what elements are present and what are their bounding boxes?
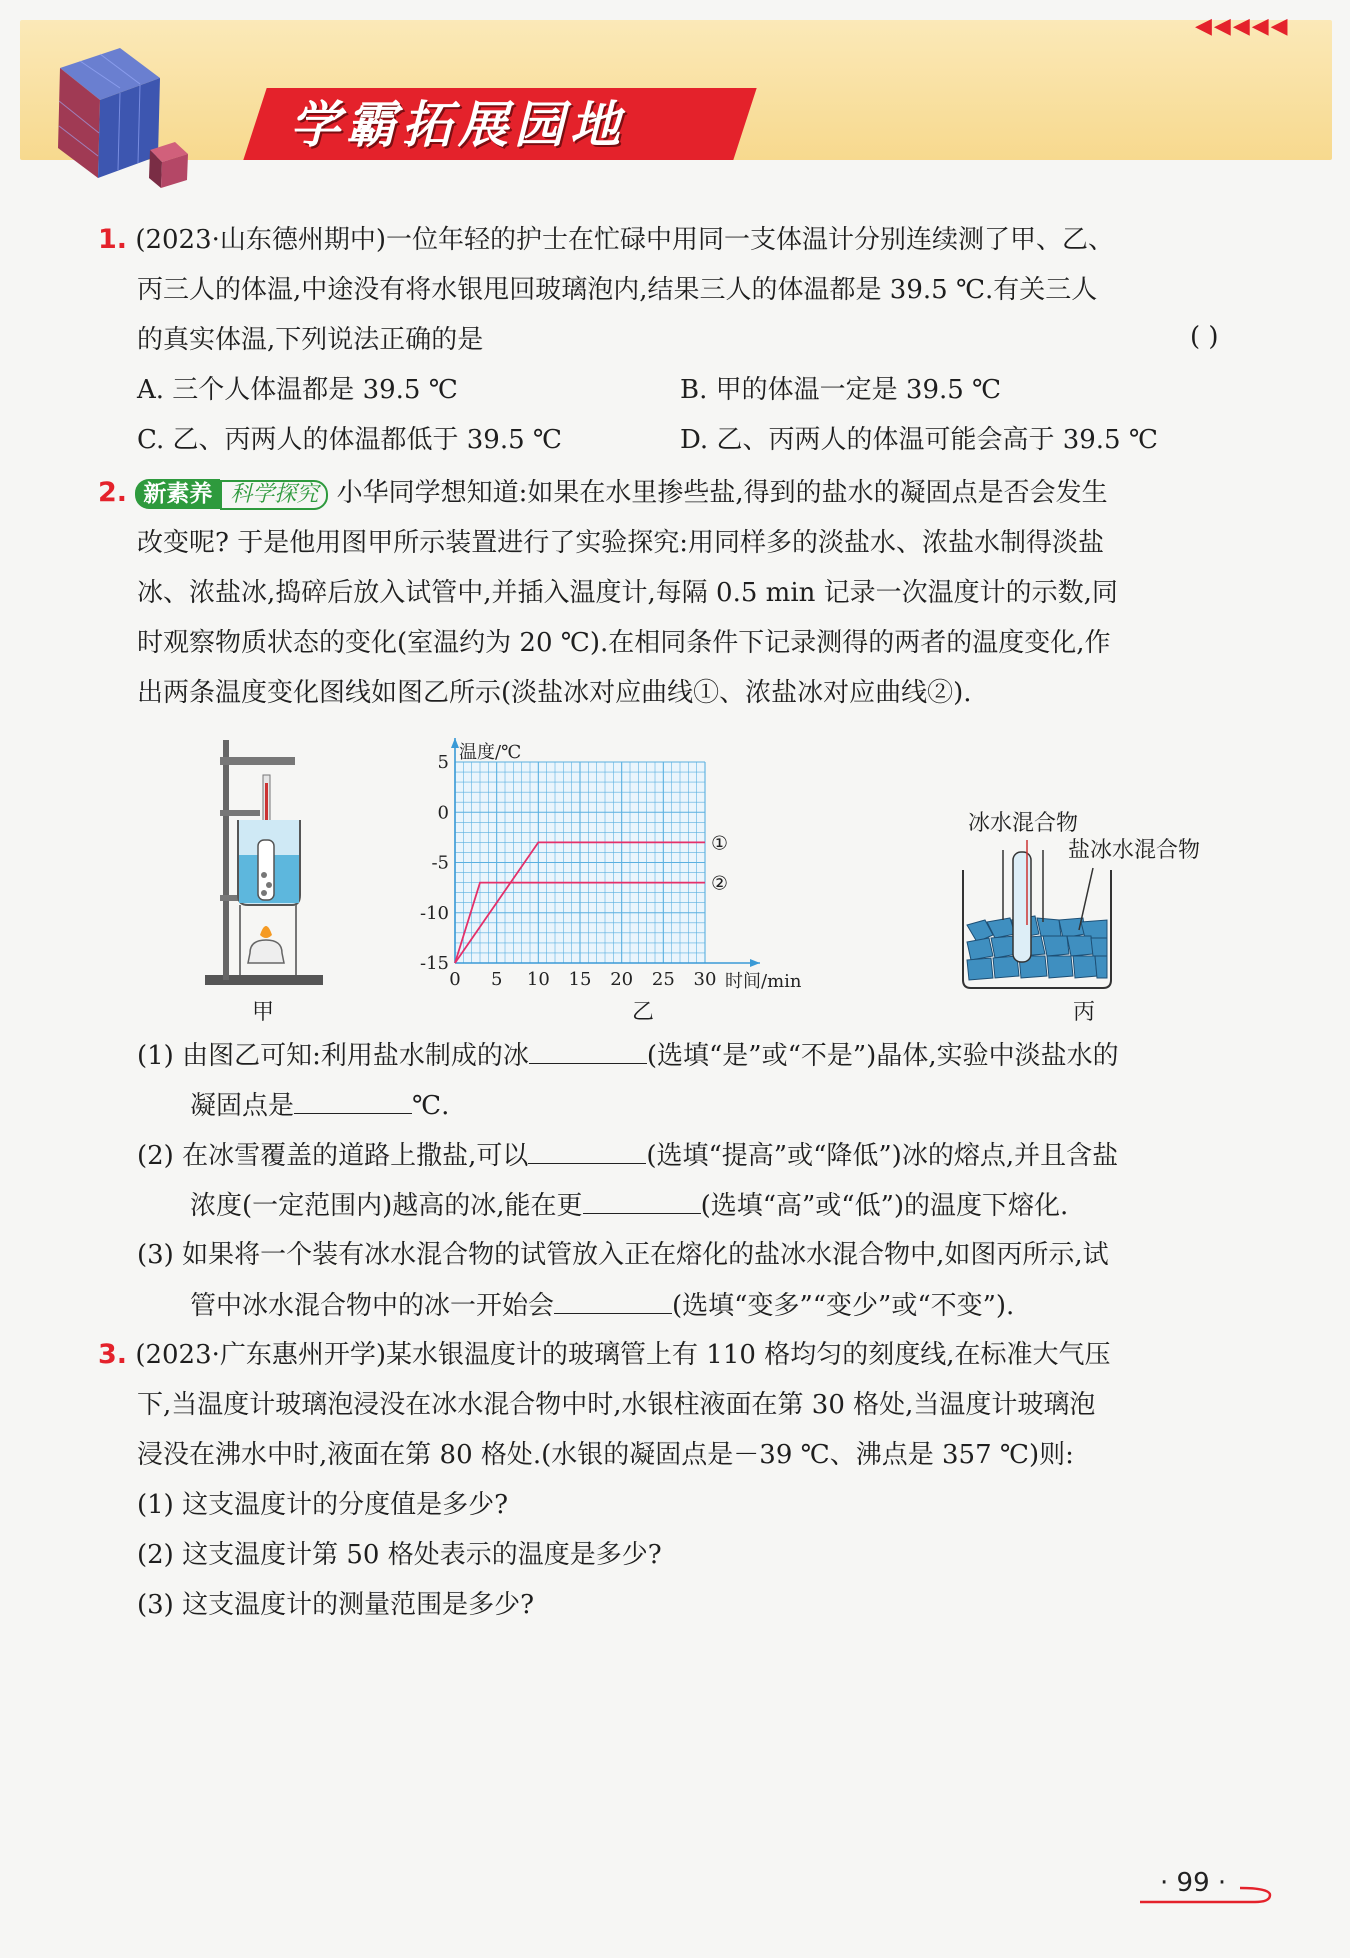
tag-science-inquiry: 科学探究	[220, 480, 328, 510]
option-b: B. 甲的体温一定是 39.5 ℃	[680, 375, 1002, 405]
answer-blank-3[interactable]	[528, 1137, 646, 1164]
x-tick-label: 10	[526, 969, 550, 990]
decorative-arrows-icon: ◀◀◀◀◀	[1195, 14, 1290, 39]
question-3-sub-2: (2) 这支温度计第 50 格处表示的温度是多少?	[137, 1540, 662, 1570]
cube-icon	[40, 38, 190, 188]
label-salt-ice-water-mixture: 盐冰水混合物	[1068, 838, 1201, 863]
question-2-line-3: 冰、浓盐冰,捣碎后放入试管中,并插入温度计,每隔 0.5 min 记录一次温度计的示数,同	[137, 578, 1118, 608]
option-a: A. 三个人体温都是 39.5 ℃	[137, 375, 458, 405]
question-2-line-4: 时观察物质状态的变化(室温约为 20 ℃).在相同条件下记录测得的两者的温度变化,作	[137, 628, 1111, 658]
x-tick-label: 30	[693, 969, 717, 990]
answer-blank-5[interactable]	[554, 1287, 672, 1314]
page-title: 学霸拓展园地	[290, 96, 626, 154]
question-3-line-3: 浸没在沸水中时,液面在第 80 格处.(水银的凝固点是－39 ℃、沸点是 357 ℃)则:	[137, 1440, 1074, 1470]
option-c: C. 乙、丙两人的体温都低于 39.5 ℃	[137, 425, 563, 455]
question-1-line-3: 的真实体温,下列说法正确的是	[137, 325, 484, 355]
y-tick-label: 5	[437, 752, 449, 773]
label-ice-water-mixture: 冰水混合物	[968, 811, 1079, 836]
q2-sub2-line2: 浓度(一定范围内)越高的冰,能在更 (选填“高”或“低”)的温度下熔化.	[190, 1187, 1068, 1224]
question-1-line-1: 1. (2023·山东德州期中)一位年轻的护士在忙碌中用同一支体温计分别连续测了甲、乙、	[98, 224, 1115, 255]
temperature-chart	[405, 730, 885, 995]
figure-label-yi: 乙	[632, 1000, 655, 1025]
question-1-number: 1.	[98, 224, 128, 255]
question-2-line-2: 改变呢? 于是他用图甲所示装置进行了实验探究:用同样多的淡盐水、浓盐水制得淡盐	[137, 528, 1104, 558]
series-label-2: ②	[711, 872, 729, 895]
question-3-number: 3.	[98, 1339, 128, 1370]
figure-label-jia: 甲	[252, 1000, 275, 1025]
question-2-line-1: 2. 新素养 科学探究 小华同学想知道:如果在水里掺些盐,得到的盐水的凝固点是否会发生	[98, 477, 1108, 508]
q2-sub2-line1: (2) 在冰雪覆盖的道路上撒盐,可以 (选填“提高”或“降低”)冰的熔点,并且含盐	[137, 1137, 1118, 1174]
q2-sub1-line2: 凝固点是 ℃.	[190, 1087, 449, 1124]
page-number: · 99 ·	[1160, 1868, 1227, 1898]
answer-parentheses: ( )	[1190, 322, 1219, 352]
chart-grid	[455, 762, 705, 963]
x-tick-label: 15	[568, 969, 592, 990]
y-tick-label: -15	[420, 953, 449, 974]
apparatus-figure	[200, 735, 330, 990]
answer-blank-2[interactable]	[294, 1087, 412, 1114]
x-axis-arrow-icon	[750, 959, 760, 967]
question-3-sub-3: (3) 这支温度计的测量范围是多少?	[137, 1590, 535, 1620]
answer-blank-1[interactable]	[529, 1037, 647, 1064]
x-tick-label: 20	[610, 969, 634, 990]
x-tick-label: 25	[651, 969, 675, 990]
x-tick-label: 0	[449, 969, 461, 990]
question-2-number: 2.	[98, 477, 128, 508]
question-3-line-1: 3. (2023·广东惠州开学)某水银温度计的玻璃管上有 110 格均匀的刻度线,在标准大气压	[98, 1339, 1111, 1370]
question-3-sub-1: (1) 这支温度计的分度值是多少?	[137, 1490, 509, 1520]
q2-sub3-line2: 管中冰水混合物中的冰一开始会 (选填“变多”“变少”或“不变”).	[190, 1287, 1014, 1324]
series-label-1: ①	[711, 832, 729, 855]
tag-new-literacy: 新素养	[135, 479, 220, 509]
x-axis-label: 时间/min	[725, 971, 802, 992]
option-d: D. 乙、丙两人的体温可能会高于 39.5 ℃	[680, 425, 1158, 455]
y-tick-label: 0	[437, 802, 449, 824]
q2-sub1-line1: (1) 由图乙可知:利用盐水制成的冰 (选填“是”或“不是”)晶体,实验中淡盐水的	[137, 1037, 1119, 1074]
y-axis-label: 温度/℃	[459, 742, 522, 763]
page-number-decoration-icon	[1140, 1880, 1275, 1910]
x-tick-label: 5	[490, 969, 503, 990]
y-axis-arrow-icon	[451, 738, 459, 748]
question-2-line-5: 出两条温度变化图线如图乙所示(淡盐冰对应曲线①、浓盐冰对应曲线②).	[137, 678, 972, 708]
y-tick-label: -10	[420, 902, 449, 924]
question-3-line-2: 下,当温度计玻璃泡浸没在冰水混合物中时,水银柱液面在第 30 格处,当温度计玻璃泡	[137, 1390, 1096, 1420]
answer-blank-4[interactable]	[583, 1187, 701, 1214]
figure-label-bing: 丙	[1073, 1000, 1096, 1025]
y-tick-label: -5	[431, 852, 449, 874]
question-1-line-2: 丙三人的体温,中途没有将水银甩回玻璃泡内,结果三人的体温都是 39.5 ℃.有关三人	[137, 275, 1098, 305]
q2-sub3-line1: (3) 如果将一个装有冰水混合物的试管放入正在熔化的盐冰水混合物中,如图丙所示,试	[137, 1240, 1109, 1270]
